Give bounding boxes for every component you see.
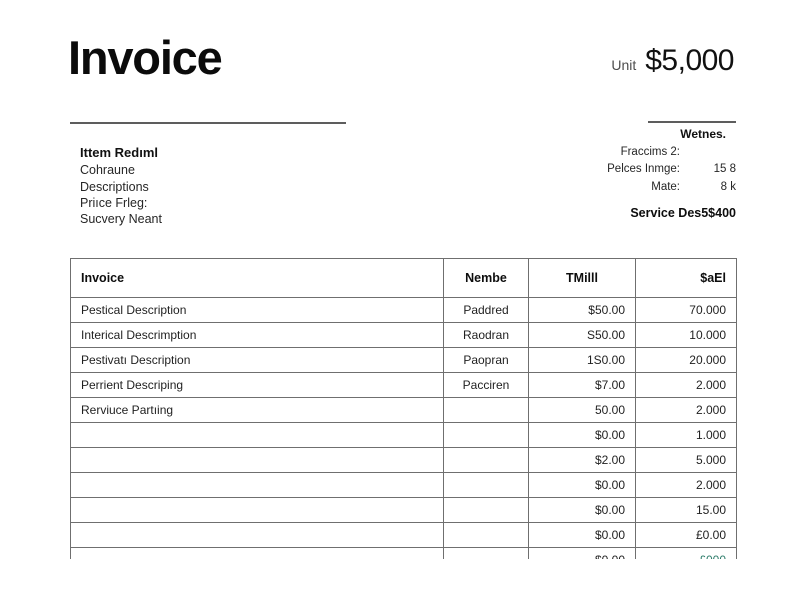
table-row	[71, 423, 737, 448]
cell-amount: 1.000	[636, 423, 737, 448]
cell-description: Pestivatı Description	[71, 348, 444, 373]
cell-amount: £0.00	[636, 523, 737, 548]
summary-label: Pelces Inmge:	[607, 163, 680, 175]
table-row	[71, 298, 737, 323]
summary-value: 8 k	[720, 180, 736, 193]
summary-heading-row	[520, 126, 736, 144]
cell-name: Paopran	[444, 348, 529, 373]
column-header-description: Invoice	[71, 259, 444, 298]
cell-name: Paddred	[444, 298, 529, 323]
cell-description	[71, 498, 444, 523]
table-header-row	[71, 259, 737, 298]
summary-label: Mate:	[651, 180, 680, 193]
cell-price: $50.00	[529, 298, 636, 323]
column-header-amount: $aEl	[636, 259, 737, 298]
line-items-table	[70, 258, 737, 573]
cell-name: Pacciren	[444, 373, 529, 398]
cell-name: Raodran	[444, 323, 529, 348]
summary-row	[520, 179, 736, 197]
table-row	[71, 398, 737, 423]
cell-price: 1S0.00	[529, 348, 636, 373]
cell-amount: 70.000	[636, 298, 737, 323]
cell-name	[444, 473, 529, 498]
cell-price: $0.00	[529, 423, 636, 448]
cell-name	[444, 498, 529, 523]
cell-price: 50.00	[529, 398, 636, 423]
cell-price: $2.00	[529, 448, 636, 473]
cell-amount: 2.000	[636, 373, 737, 398]
cell-description: Perrient Descriping	[71, 373, 444, 398]
unit-label: Unit	[611, 57, 637, 73]
bill-to-block	[80, 145, 320, 227]
bill-to-heading: Ittem Redıml	[80, 145, 159, 160]
column-header-name: Nembe	[444, 259, 529, 298]
table-row	[71, 373, 737, 398]
cell-description	[71, 473, 444, 498]
table-row	[71, 323, 737, 348]
cell-price: $0.00	[529, 523, 636, 548]
cell-amount: 2.000	[636, 398, 737, 423]
cell-price: $7.00	[529, 373, 636, 398]
bill-to-line: Sucvery Neant	[80, 212, 162, 227]
header-divider-left	[70, 122, 346, 124]
cell-amount: 15.00	[636, 498, 737, 523]
summary-row	[520, 144, 736, 162]
table-row	[71, 473, 737, 498]
cell-price: S50.00	[529, 323, 636, 348]
summary-block	[520, 126, 736, 223]
cell-description	[71, 448, 444, 473]
unit-total-block	[611, 44, 734, 78]
unit-amount: $5,000	[645, 44, 734, 77]
cell-description	[71, 523, 444, 548]
summary-heading: Wetnes.	[680, 127, 726, 141]
cell-description: Rerviuce Partıing	[71, 398, 444, 423]
table-row	[71, 523, 737, 548]
line-items-body	[71, 298, 737, 573]
cell-name	[444, 423, 529, 448]
cell-name	[444, 398, 529, 423]
bill-to-line: Cohraune	[80, 163, 135, 178]
cell-description	[71, 423, 444, 448]
bill-to-line: Priıce Frleg:	[80, 195, 148, 210]
table-row	[71, 348, 737, 373]
cell-amount: 2.000	[636, 473, 737, 498]
cell-name	[444, 448, 529, 473]
header-divider-right	[648, 121, 736, 123]
cell-price: $0.00	[529, 473, 636, 498]
cell-price: $0.00	[529, 498, 636, 523]
page-bottom-clip	[0, 559, 800, 592]
cell-amount: 20.000	[636, 348, 737, 373]
summary-value: 15 8	[713, 163, 736, 175]
column-header-price: TMilll	[529, 259, 636, 298]
page-title: Invoice	[68, 31, 222, 84]
cell-description: Pestical Description	[71, 298, 444, 323]
table-row	[71, 498, 737, 523]
bill-to-line: Descriptions	[80, 179, 149, 194]
summary-total: Service Des5$400	[630, 206, 736, 220]
summary-row	[520, 161, 736, 179]
summary-value	[694, 144, 736, 162]
cell-amount: 5.000	[636, 448, 737, 473]
cell-name	[444, 523, 529, 548]
cell-description: Interical Descrimption	[71, 323, 444, 348]
table-row	[71, 448, 737, 473]
cell-amount: 10.000	[636, 323, 737, 348]
summary-label: Fraccims 2:	[620, 145, 680, 158]
